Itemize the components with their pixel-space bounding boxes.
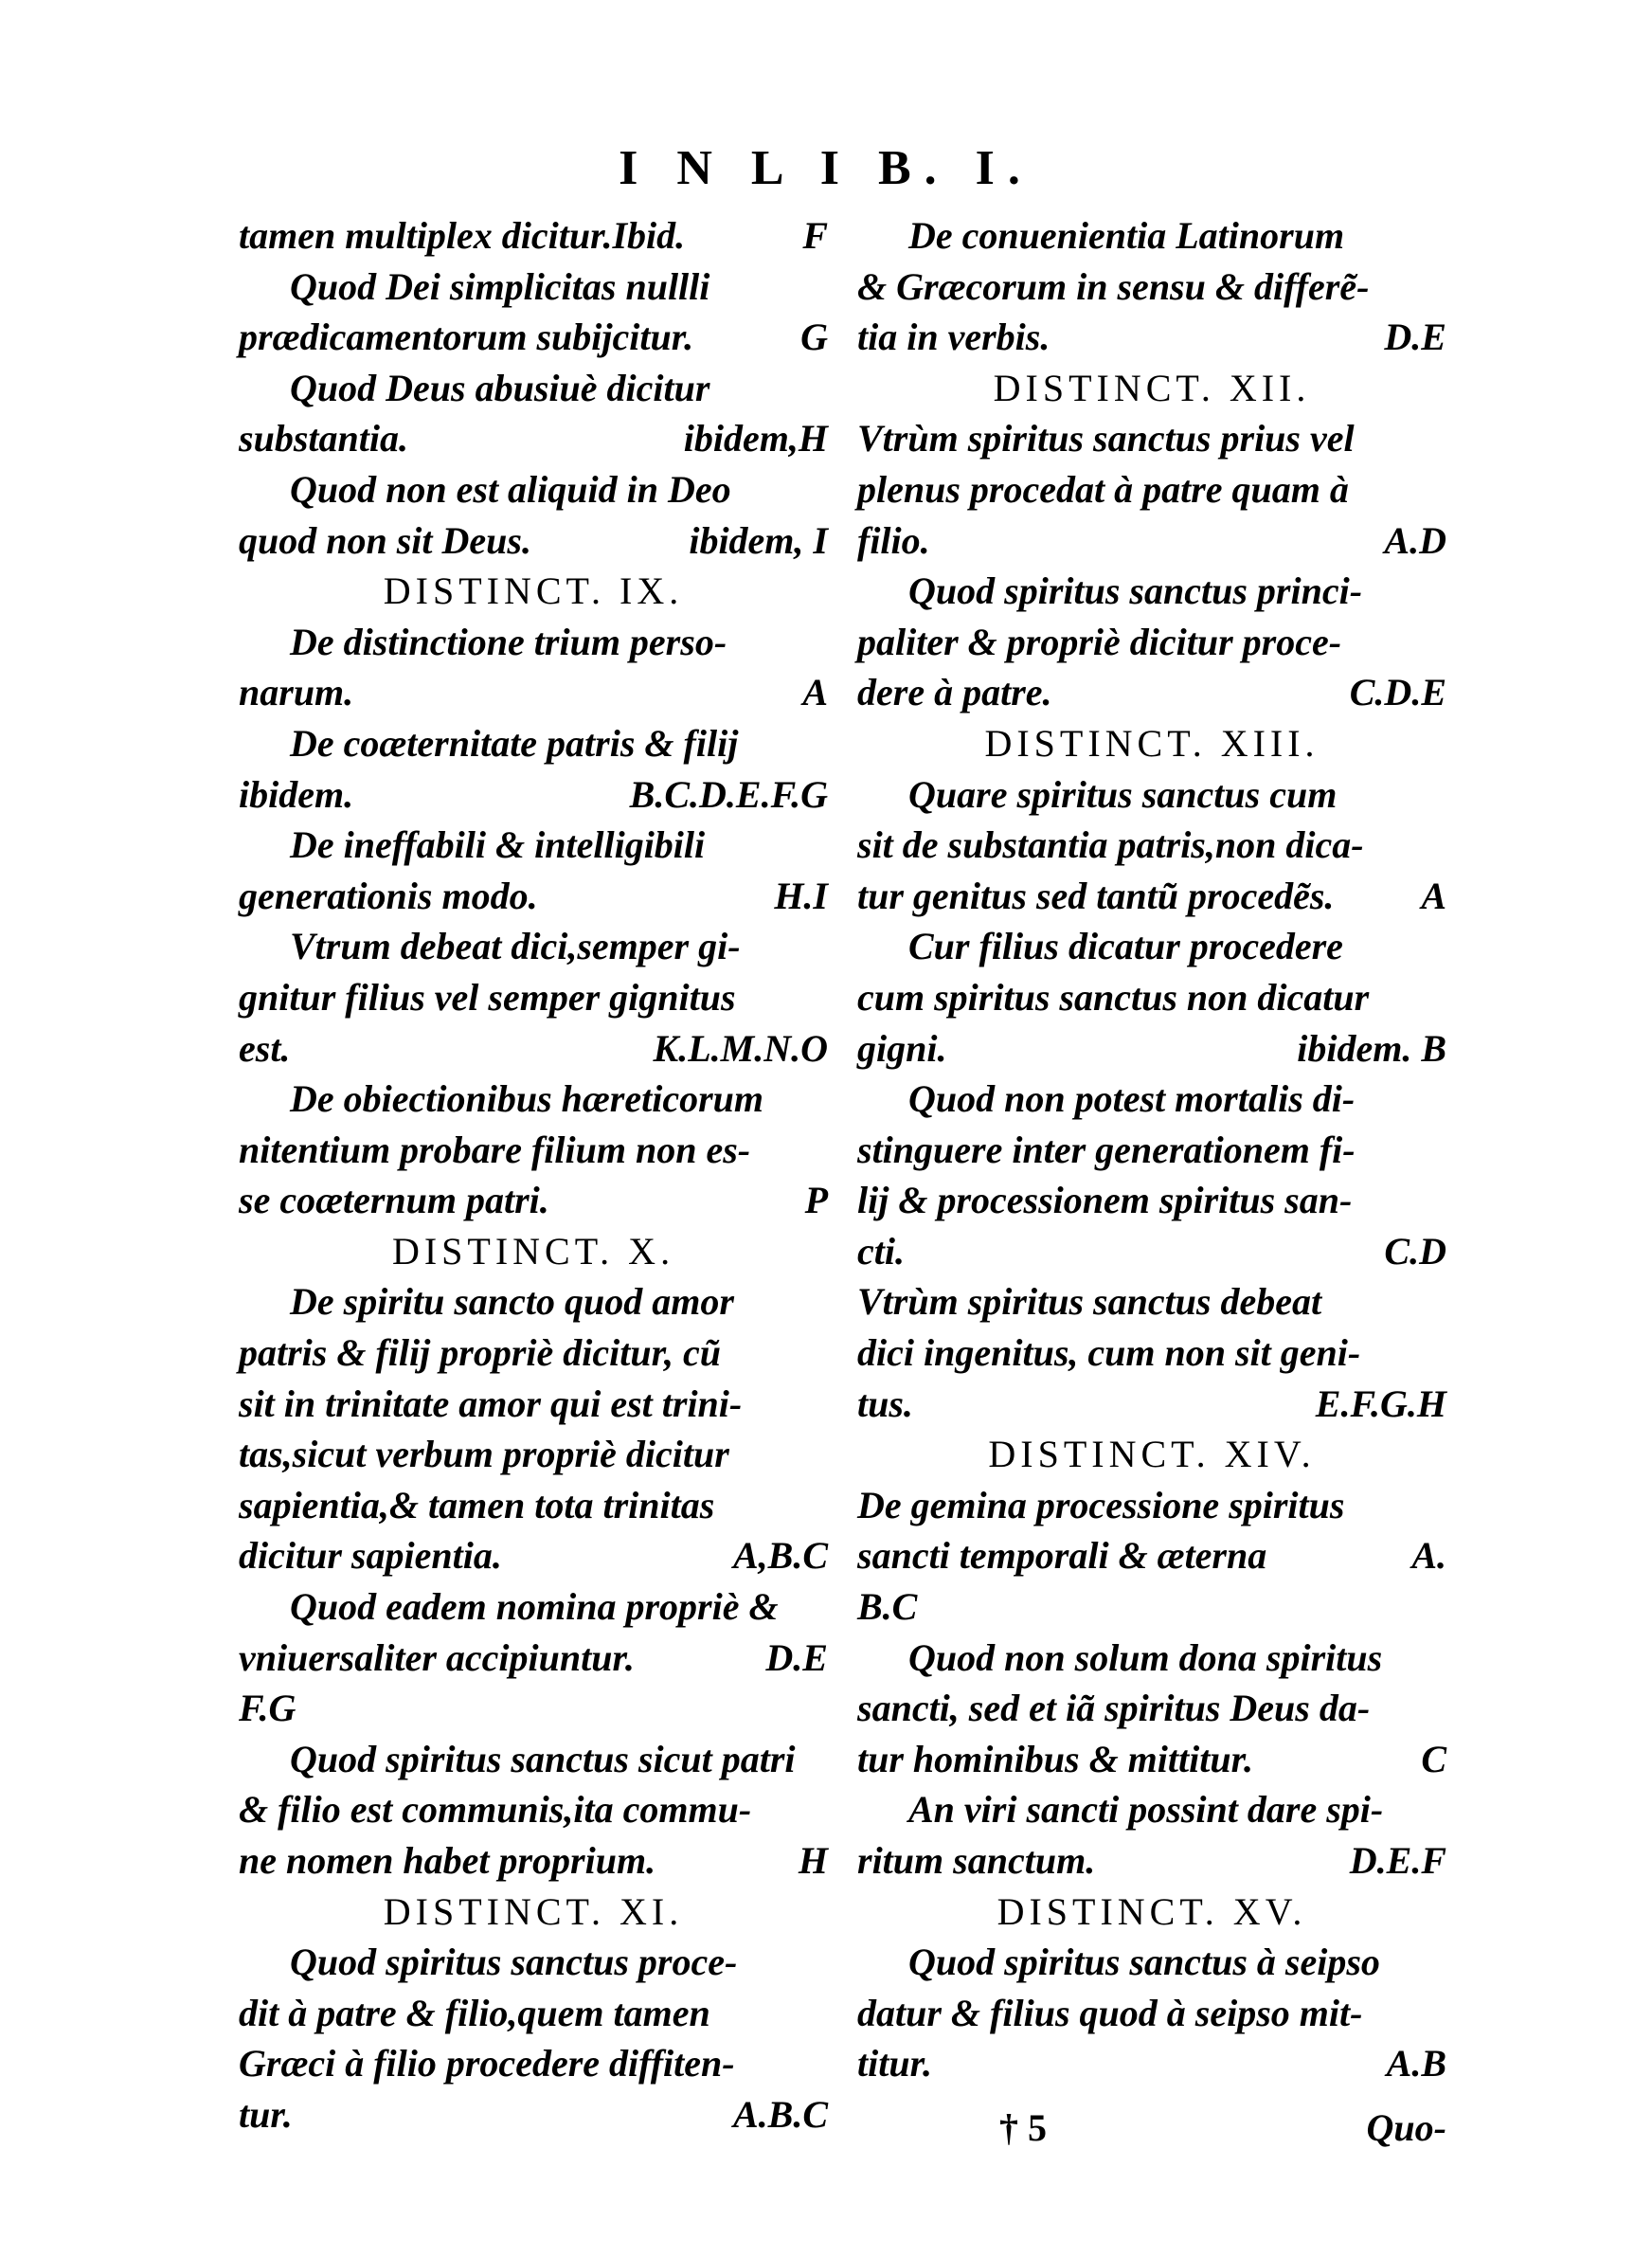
signature-mark: † 5 <box>999 2106 1047 2149</box>
index-line <box>239 1734 828 1785</box>
line-text: DISTINCT. X. <box>391 1229 675 1273</box>
line-text: tur genitus sed tantũ procedẽs. <box>857 874 1335 917</box>
line-text: & filio est communis,ita commu- <box>239 1788 752 1832</box>
section-reference: B.C.D.E.F.G <box>629 772 828 816</box>
index-line <box>239 2089 828 2140</box>
section-reference: K.L.M.N.O <box>653 1026 828 1070</box>
line-text: prædicamentorum subijcitur. <box>239 316 694 359</box>
index-line <box>857 1023 1446 1074</box>
line-text: tus. <box>857 1381 913 1425</box>
line-text: DISTINCT. XIV. <box>988 1433 1316 1476</box>
line-text: substantia. <box>239 417 408 460</box>
index-line <box>239 1988 828 2039</box>
section-reference: G <box>800 316 828 359</box>
index-line <box>857 1276 1446 1327</box>
line-text: Græci à filio procedere diffiten- <box>239 2042 735 2085</box>
index-line <box>239 262 828 313</box>
line-text: datur & filius quod à seipso mit- <box>857 1991 1363 2034</box>
index-line <box>239 2038 828 2089</box>
index-line <box>239 1683 828 1734</box>
line-text: gigni. <box>857 1026 947 1070</box>
line-text: lij & processionem spiritus san- <box>857 1179 1353 1222</box>
line-text: tamen multiplex dicitur.Ibid. <box>239 214 686 257</box>
left-column <box>239 210 828 2140</box>
distinction-heading <box>239 566 828 617</box>
index-line <box>857 566 1446 617</box>
index-line <box>239 312 828 363</box>
index-line <box>239 617 828 668</box>
index-line <box>857 667 1446 718</box>
line-text: sapientia,& tamen tota trinitas <box>239 1483 715 1526</box>
section-reference: D.E <box>765 1635 828 1679</box>
line-text: An viri sancti possint dare spi- <box>908 1788 1384 1832</box>
index-line <box>239 1125 828 1176</box>
line-text: Quod spiritus sanctus sicut patri <box>290 1737 796 1780</box>
index-line <box>857 820 1446 871</box>
index-line <box>239 871 828 922</box>
line-text: sit de substantia patris,non dica- <box>857 823 1364 867</box>
section-reference: A.D <box>1384 518 1446 562</box>
line-text: Quod non solum dona spiritus <box>908 1635 1383 1679</box>
section-reference: H <box>798 1839 828 1882</box>
distinction-heading <box>857 363 1446 414</box>
section-reference: H.I <box>774 874 828 917</box>
line-text: est. <box>239 1026 291 1070</box>
index-line <box>239 769 828 821</box>
index-line <box>857 413 1446 464</box>
line-text: B.C <box>857 1585 918 1629</box>
line-text: tia in verbis. <box>857 316 1050 359</box>
line-text: titur. <box>857 2042 932 2085</box>
section-reference: C.D <box>1384 1229 1446 1273</box>
line-text: Vtrùm spiritus sanctus debeat <box>857 1280 1322 1324</box>
right-column <box>857 210 1446 2089</box>
index-line <box>857 464 1446 515</box>
index-line <box>857 1683 1446 1734</box>
index-line <box>239 515 828 567</box>
line-text: dit à patre & filio,quem tamen <box>239 1991 710 2034</box>
line-text: se coæternum patri. <box>239 1179 549 1222</box>
index-line <box>857 871 1446 922</box>
section-reference: F <box>802 214 828 257</box>
line-text: Quod Dei simplicitas nullli <box>290 264 710 308</box>
line-text: DISTINCT. XII. <box>993 366 1311 409</box>
index-line <box>239 464 828 515</box>
line-text: tur hominibus & mittitur. <box>857 1737 1253 1780</box>
line-text: nitentium probare filium non es- <box>239 1128 751 1171</box>
index-line <box>857 769 1446 821</box>
index-line <box>239 1835 828 1887</box>
index-line <box>857 1633 1446 1684</box>
index-line <box>857 1581 1446 1633</box>
line-text: cum spiritus sanctus non dicatur <box>857 975 1370 1019</box>
section-reference: ibidem,H <box>683 417 828 460</box>
index-line <box>857 921 1446 972</box>
line-text: Quod non est aliquid in Deo <box>290 467 731 511</box>
line-text: ritum sanctum. <box>857 1839 1096 1882</box>
distinction-heading <box>857 1429 1446 1480</box>
section-reference: D.E.F <box>1349 1839 1446 1882</box>
index-line <box>239 1379 828 1430</box>
index-line <box>239 1633 828 1684</box>
line-text: sit in trinitate amor qui est trini- <box>239 1381 743 1425</box>
index-line <box>857 1327 1446 1379</box>
index-line <box>239 1023 828 1074</box>
index-line <box>857 1835 1446 1887</box>
index-line <box>239 1784 828 1835</box>
index-line <box>857 1784 1446 1835</box>
line-text: De spiritu sancto quod amor <box>290 1280 734 1324</box>
section-reference: C.D.E <box>1349 671 1446 714</box>
line-text: Quare spiritus sanctus cum <box>908 772 1338 816</box>
section-reference: P <box>804 1179 828 1222</box>
index-line <box>239 1327 828 1379</box>
running-header: I N L I B. I. <box>619 141 1033 195</box>
line-text: plenus procedat à patre quam à <box>857 467 1349 511</box>
index-line <box>857 1988 1446 2039</box>
line-text: DISTINCT. XV. <box>997 1889 1307 1933</box>
index-line <box>239 1937 828 1988</box>
line-text: Quod eadem nomina propriè & <box>290 1585 779 1629</box>
line-text: tur. <box>239 2092 293 2136</box>
index-line <box>239 1581 828 1633</box>
line-text: De distinctione trium perso- <box>290 620 727 663</box>
section-reference: A <box>1421 874 1446 917</box>
index-line <box>239 413 828 464</box>
page-footer <box>857 2105 1446 2162</box>
section-reference: A. <box>1411 1534 1446 1578</box>
line-text: Quod spiritus sanctus princi- <box>908 569 1363 613</box>
line-text: sancti, sed et iã spiritus Deus da- <box>857 1687 1371 1730</box>
line-text: patris & filij propriè dicitur, cũ <box>239 1331 721 1375</box>
line-text: dicitur sapientia. <box>239 1534 502 1578</box>
section-reference: A.B <box>1386 2042 1446 2085</box>
line-text: quod non sit Deus. <box>239 518 531 562</box>
line-text: dere à patre. <box>857 671 1052 714</box>
distinction-heading <box>857 1887 1446 1938</box>
line-text: filio. <box>857 518 930 562</box>
index-line <box>857 2038 1446 2089</box>
line-text: DISTINCT. XI. <box>383 1889 684 1933</box>
index-line <box>239 718 828 769</box>
line-text: generationis modo. <box>239 874 538 917</box>
index-line <box>239 820 828 871</box>
line-text: De ineffabili & intelligibili <box>290 823 706 867</box>
line-text: paliter & propriè dicitur proce- <box>857 620 1342 663</box>
index-line <box>239 1429 828 1480</box>
line-text: sancti temporali & æterna <box>857 1534 1267 1578</box>
line-text: De gemina processione spiritus <box>857 1483 1345 1526</box>
index-line <box>239 1530 828 1581</box>
line-text: stinguere inter generationem fi- <box>857 1128 1356 1171</box>
line-text: Quod non potest mortalis di- <box>908 1077 1356 1121</box>
index-line <box>857 1074 1446 1125</box>
index-line <box>857 972 1446 1023</box>
index-line <box>239 667 828 718</box>
line-text: Vtrum debeat dici,semper gi- <box>290 925 741 968</box>
index-line <box>857 617 1446 668</box>
line-text: Quod Deus abusiuè dicitur <box>290 366 710 409</box>
index-line <box>857 1175 1446 1226</box>
distinction-heading <box>239 1887 828 1938</box>
line-text: ibidem. <box>239 772 354 816</box>
index-line <box>239 210 828 262</box>
line-text: cti. <box>857 1229 905 1273</box>
section-reference: ibidem, I <box>689 518 828 562</box>
index-line <box>857 210 1446 262</box>
line-text: tas,sicut verbum propriè dicitur <box>239 1433 729 1476</box>
line-text: DISTINCT. XIII. <box>984 721 1320 765</box>
distinction-heading <box>239 1226 828 1277</box>
index-line <box>239 1480 828 1531</box>
index-line <box>857 1125 1446 1176</box>
line-text: narum. <box>239 671 354 714</box>
index-line <box>857 262 1446 313</box>
line-text: vniuersaliter accipiuntur. <box>239 1635 635 1679</box>
section-reference: A,B.C <box>732 1534 828 1578</box>
line-text: Quod spiritus sanctus à seipso <box>908 1941 1380 1984</box>
index-line <box>239 1276 828 1327</box>
index-line <box>857 1226 1446 1277</box>
section-reference: E.F.G.H <box>1315 1381 1446 1425</box>
index-line <box>857 312 1446 363</box>
line-text: De conuenientia Latinorum <box>908 214 1345 257</box>
line-text: gnitur filius vel semper gignitus <box>239 975 736 1019</box>
line-text: & Græcorum in sensu & differẽ- <box>857 264 1370 308</box>
section-reference: ibidem. B <box>1297 1026 1446 1070</box>
index-line <box>239 1074 828 1125</box>
index-line <box>239 921 828 972</box>
index-line <box>239 972 828 1023</box>
catchword: Quo- <box>1366 2106 1446 2149</box>
line-text: DISTINCT. IX. <box>383 569 684 613</box>
distinction-heading <box>857 718 1446 769</box>
line-text: dici ingenitus, cum non sit geni- <box>857 1331 1361 1375</box>
line-text: ne nomen habet proprium. <box>239 1839 656 1882</box>
line-text: F.G <box>239 1687 296 1730</box>
index-line <box>239 1175 828 1226</box>
section-reference: A <box>802 671 828 714</box>
line-text: De coæternitate patris & filij <box>290 721 739 765</box>
index-line <box>857 1379 1446 1430</box>
index-line <box>239 363 828 414</box>
line-text: Quod spiritus sanctus proce- <box>290 1941 738 1984</box>
index-line <box>857 1734 1446 1785</box>
section-reference: D.E <box>1384 316 1446 359</box>
line-text: Cur filius dicatur procedere <box>908 925 1343 968</box>
line-text: Vtrùm spiritus sanctus prius vel <box>857 417 1355 460</box>
index-line <box>857 515 1446 567</box>
index-line <box>857 1480 1446 1531</box>
index-line <box>857 1530 1446 1581</box>
section-reference: C <box>1421 1737 1446 1780</box>
section-reference: A.B.C <box>732 2092 828 2136</box>
index-line <box>857 1937 1446 1988</box>
line-text: De obiectionibus hæreticorum <box>290 1077 764 1121</box>
